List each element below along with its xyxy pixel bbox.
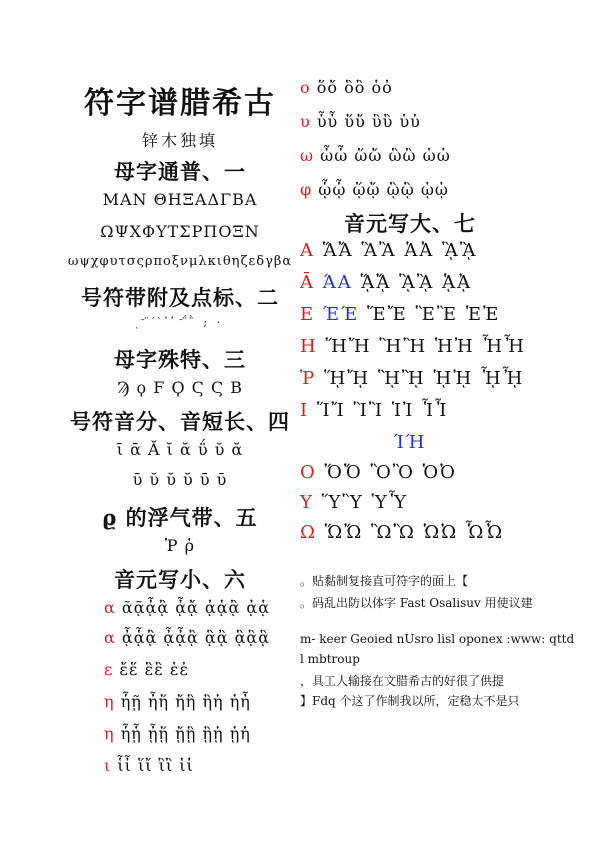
author: 锌木独填	[141, 131, 218, 150]
section-heading-2: 号符带附及点标、二	[81, 285, 279, 310]
upper-row-2	[300, 272, 520, 293]
row-mark: Α	[300, 240, 315, 261]
row-text: ἍἌ ἋἊ ἉἈ ᾋᾊ	[322, 240, 478, 261]
row-mark: Ο	[300, 462, 317, 483]
row-extra: ΆΑ	[322, 272, 353, 293]
upper-row-4	[300, 336, 526, 357]
section-3-line-1: Ϡ ϙ Ϝ Ϙ Ϛ Ϛ Β	[116, 378, 244, 397]
row-mark: η	[104, 692, 115, 711]
section-heading-3: 母字殊特、三	[114, 347, 246, 372]
row-text: ἭἬ ἫἪ ἩἨ ἯἮ	[325, 336, 526, 357]
row-mark: α	[104, 628, 116, 647]
section-4-line-2: ῡ ῠ ῠ ῠ ῡ ῡ	[132, 470, 228, 489]
row-mark: υ	[300, 112, 311, 131]
note-2: 。码乱出防以体字 Fast Osalisuv 用使议建	[300, 596, 533, 610]
note-1: 。贴黏制复接直可符字的面上【	[300, 574, 469, 588]
note-5: ，具工人输接在文腊希古的好很了供提	[300, 674, 505, 688]
section-heading-1: 母字通普、一	[114, 159, 246, 184]
row-text: ὍὌ ὋὊ ὉὈ	[324, 462, 457, 483]
section-5-line-1: Ῥ ῤ	[164, 536, 196, 555]
row-text: ᾧᾦ ᾥᾤ ᾣᾢ ᾡᾠ	[318, 180, 449, 199]
section-2-line-1: ͅ ͂ ̈ ́ ̀ ̓ ̔ ͂ ̈́ ̈̀ ; ·	[136, 316, 224, 329]
note-6: 】Fdq 个这了作制我以所，定稳太不是只	[300, 694, 520, 708]
row-mark: Ε	[300, 304, 316, 325]
row-text: ὝὛ ὙὟ	[321, 492, 409, 513]
row-mark: ε	[104, 660, 114, 679]
row-text: ἝἜ ἛἚ ἙἘ	[367, 304, 501, 325]
row-mark: Ω	[300, 522, 317, 543]
row-mark: Ι	[300, 400, 310, 421]
top-row-1	[300, 78, 520, 97]
section-1-line-3: ωψχφυτσςρποξνμλκιθηζεδγβα	[67, 254, 293, 269]
top-row-2	[300, 112, 520, 131]
row-mark: φ	[300, 180, 313, 199]
row-mark: Υ	[300, 492, 314, 513]
section-1-line-1: MAN ΘΗΞΑΔΓΒΑ	[102, 190, 258, 209]
upper-row-3	[300, 304, 520, 325]
row-text: ᾝᾜ ᾛᾚ ᾙᾘ ᾟᾞ	[323, 368, 525, 389]
section-heading-4: 号符音分、音短长、四	[70, 409, 290, 434]
note-3: m- keer Geoied nUsro lisl oponex :www: qttd	[300, 632, 575, 646]
upper-row-9	[300, 492, 520, 513]
row-text: ᾆᾇᾂ ᾆᾆᾂ ᾃᾂ ᾃᾃᾃ	[121, 628, 271, 647]
row-mark: ω	[300, 146, 315, 165]
row-mark: ι	[104, 756, 112, 775]
row-text: ἧᾗ ᾖᾕ ᾔᾓ ᾒᾑ ᾐἡ	[120, 724, 251, 743]
lower-row-6	[104, 756, 344, 775]
upper-row-6	[300, 400, 520, 421]
row-text: ἷἶ ἵἴ ἳἲ ἱἰ	[117, 756, 194, 775]
lower-row-5	[104, 724, 344, 743]
page-title: 符字谱腊希古	[84, 86, 276, 121]
row-text: ᾶᾷᾆᾂ ᾆᾄ ᾀᾁᾂ ᾀᾁ	[121, 598, 271, 617]
section-heading-5: ϱ 的浮气带、五	[102, 505, 258, 530]
section-heading-7: 音元写大、七	[344, 211, 476, 236]
row-mark: Ᾱ	[300, 272, 315, 293]
upper-row-5	[300, 368, 525, 389]
note-4: l mbtroup	[300, 652, 360, 666]
upper-row-8	[300, 462, 520, 483]
row-text: ἧῇ ἦἥ ἤἣ ἢἡ ἠἦ	[120, 692, 251, 711]
section-heading-6: 音元写小、六	[114, 567, 246, 592]
row-mark: α	[104, 598, 116, 617]
row-text: ὧὦ ὥὤ ὣὢ ὡὠ	[320, 146, 451, 165]
row-extra: ΈΈ	[322, 304, 360, 325]
row-mark: η	[104, 724, 115, 743]
upper-row-7: ΊΉ	[393, 432, 427, 453]
row-text: ὭὬ ὫὪ ὩὨ ὯὮ	[324, 522, 505, 543]
top-row-4	[300, 180, 520, 199]
section-4-line-1: ῑ ᾱ Ᾰ ῐ ᾰ ΰ ῠ ᾰ	[116, 440, 244, 459]
top-row-3	[300, 146, 520, 165]
row-mark: ο	[300, 78, 311, 97]
row-text: ὗὖ ὕὔ ὓὒ ὑὐ	[316, 112, 421, 131]
section-1-line-2: ΩΨΧΦΥΤΣΡΠΟΞΝ	[100, 222, 260, 241]
row-text: ᾍᾌ ᾋᾊ ᾉᾈ	[360, 272, 473, 293]
row-mark: Η	[300, 336, 318, 357]
row-text: ἔἕ ἓἒ ἑἐ	[119, 660, 190, 679]
upper-row-1	[300, 240, 520, 261]
row-text: ἽἼ ἻἺ ἹἸ ἿἾ	[316, 400, 449, 421]
upper-row-10	[300, 522, 520, 543]
row-text: ὅὄ ὃὂ ὁὀ	[316, 78, 393, 97]
row-mark: Ῥ	[300, 368, 317, 389]
